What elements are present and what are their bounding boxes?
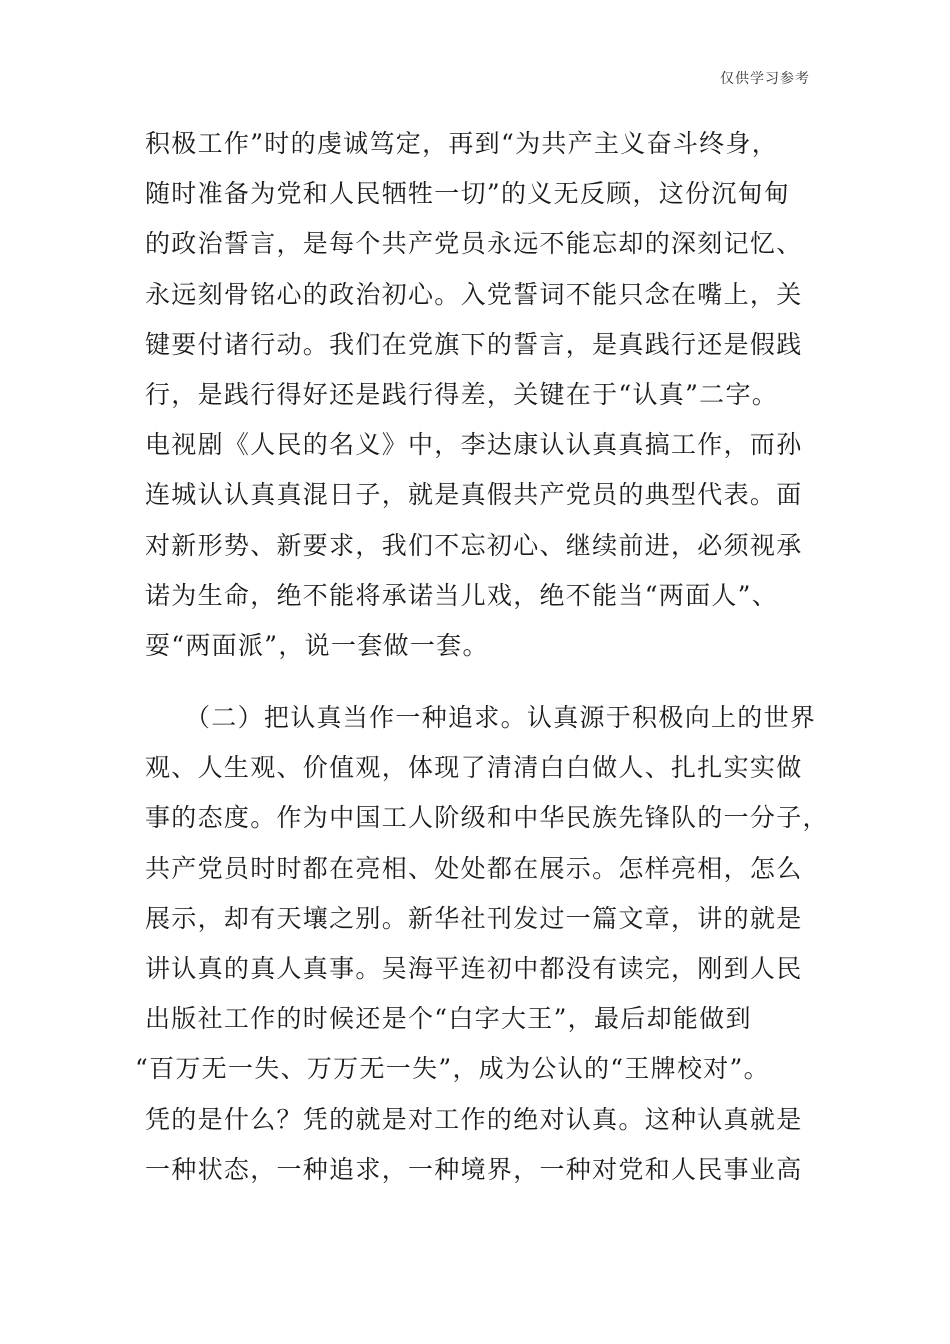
paragraph-line: 对新形势、新要求，我们不忘初心、继续前进，必须视承 xyxy=(145,530,803,560)
paragraph-line: 随时准备为党和人民牺牲一切”的义无反顾，这份沉甸甸 xyxy=(145,179,791,209)
paragraph-line: 事的态度。作为中国工人阶级和中华民族先锋队的一分子， xyxy=(145,803,829,833)
paragraph-line: 永远刻骨铭心的政治初心。入党誓词不能只念在嘴上，关 xyxy=(145,279,803,309)
document-body xyxy=(135,128,829,1204)
paragraph-line: 讲认真的真人真事。吴海平连初中都没有读完，刚到人民 xyxy=(145,954,803,983)
paragraph-line: 耍“两面派”，说一套做一套。 xyxy=(145,630,489,660)
paragraph-gap xyxy=(145,680,810,702)
paragraph-line: 的政治誓言，是每个共产党员永远不能忘却的深刻记忆、 xyxy=(145,229,803,259)
paragraph-line: 行，是践行得好还是践行得差，关键在于“认真”二字。 xyxy=(145,379,779,409)
paragraph-line: （二）把认真当作一种追求。认真源于积极向上的世界 xyxy=(185,703,817,733)
paragraph-line: 键要付诸行动。我们在党旗下的誓言，是真践行还是假践 xyxy=(145,329,803,359)
paragraph-1 xyxy=(145,128,810,661)
paragraph-line: 共产党员时时都在亮相、处处都在展示。怎样亮相，怎么 xyxy=(145,853,803,883)
paragraph-line: 凭的是什么？凭的就是对工作的绝对认真。这种认真就是 xyxy=(145,1104,803,1134)
paragraph-line: “百万无一失、万万无一失”，成为公认的“王牌校对”。 xyxy=(135,1054,770,1084)
paragraph-line: 观、人生观、价值观，体现了清清白白做人、扎扎实实做 xyxy=(145,753,803,783)
paragraph-line: 一种状态，一种追求，一种境界，一种对党和人民事业高 xyxy=(145,1154,803,1184)
paragraph-line: 积极工作”时的虔诚笃定，再到“为共产主义奋斗终身， xyxy=(145,129,779,158)
header-note: 仅供学习参考 xyxy=(720,71,810,87)
paragraph-line: 展示，却有天壤之别。新华社刊发过一篇文章，讲的就是 xyxy=(145,903,803,933)
paragraph-line: 诺为生命，绝不能将承诺当儿戏，绝不能当“两面人”、 xyxy=(145,580,779,610)
paragraph-2 xyxy=(135,702,829,1185)
paragraph-line: 电视剧《人民的名义》中，李达康认认真真搞工作，而孙 xyxy=(145,430,803,460)
paragraph-line: 连城认认真真混日子，就是真假共产党员的典型代表。面 xyxy=(145,480,803,510)
paragraph-line: 出版社工作的时候还是个“白字大王”，最后却能做到 xyxy=(145,1004,752,1034)
